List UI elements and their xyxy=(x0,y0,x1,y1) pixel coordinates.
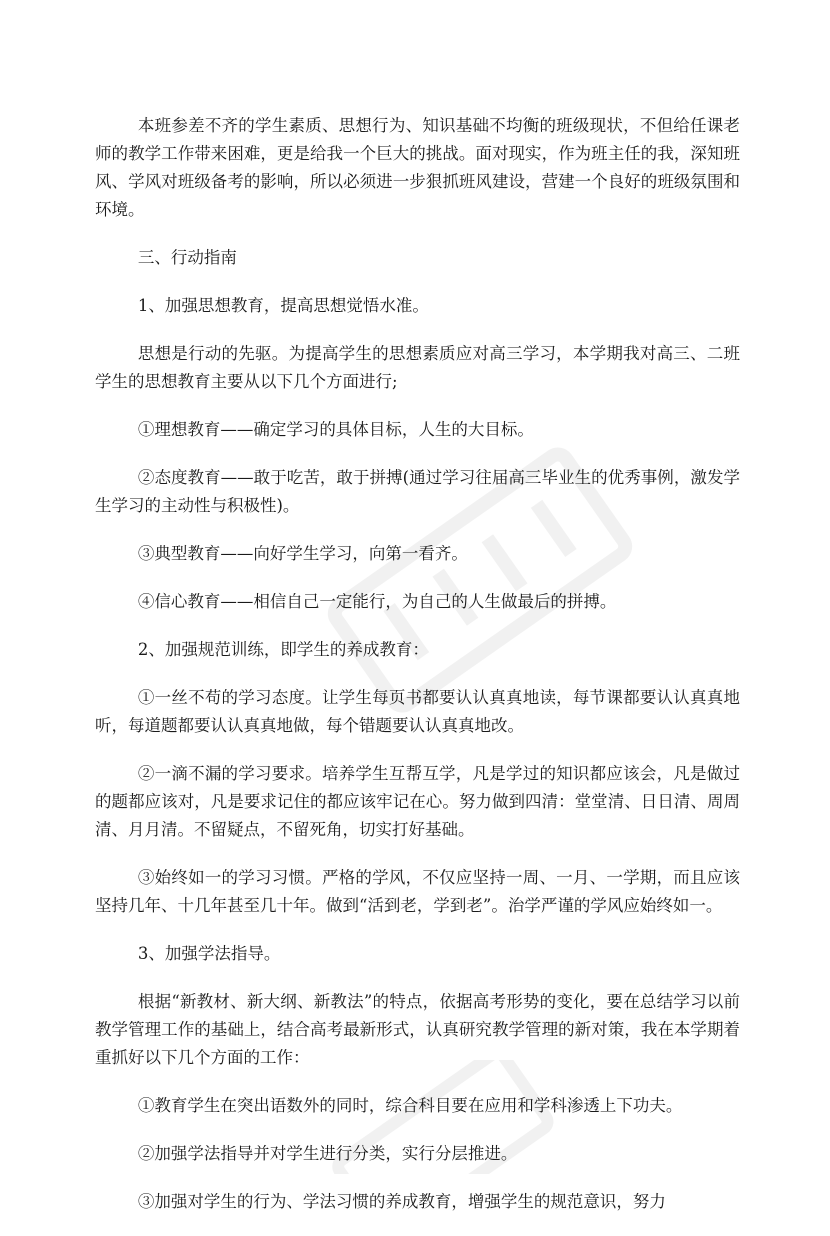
paragraph-method-intro: 根据“新教材、新大纲、新教法”的特点，依据高考形势的变化，要在总结学习以前教学管理工作的基础上，结合高考最新形式，认真研究教学管理的新对策，我在本学期着重抓好以下几个方面的工作： xyxy=(95,992,740,1067)
section-heading-action-guide: 三、行动指南 xyxy=(137,248,237,267)
paragraph-ideology-intro: 思想是行动的先驱。为提高学生的思想素质应对高三学习，本学期我对高三、二班学生的思想教育主要从以下几个方面进行; xyxy=(95,344,740,391)
list-item-habit-formation: ③加强对学生的行为、学法习惯的养成教育，增强学生的规范意识，努力 xyxy=(137,1192,666,1211)
list-item-study-requirements: ②一滴不漏的学习要求。培养学生互帮互学，凡是学过的知识都应该会，凡是做过的题都应该对，凡是要求记住的都应该牢记在心。努力做到四清：堂堂清、日日清、周周清、月月清。不留疑点，不留死角，切实打好基础。 xyxy=(95,764,740,839)
paragraph-class-status: 本班参差不齐的学生素质、思想行为、知识基础不均衡的班级现状，不但给任课老师的教学工作带来困难，更是给我一个巨大的挑战。面对现实，作为班主任的我，深知班风、学风对班级备考的影响，所以必须进一步狠抓班风建设，营建一个良好的班级氛围和环境。 xyxy=(95,116,740,219)
subheading-study-method-guidance: 3、加强学法指导。 xyxy=(137,944,281,963)
subheading-norm-training: 2、加强规范训练，即学生的养成教育： xyxy=(137,640,429,659)
list-item-model-education: ③典型教育——向好学生学习，向第一看齐。 xyxy=(137,544,468,563)
list-item-study-attitude: ①一丝不苟的学习态度。让学生每页书都要认认真真地读，每节课都要认认真真地听，每道题都要认认真真地做，每个错题要认认真真地改。 xyxy=(95,688,740,735)
list-item-study-habits: ③始终如一的学习习惯。严格的学风，不仅应坚持一周、一月、一学期，而且应该坚持几年、十几年甚至几十年。做到“活到老，学到老”。治学严谨的学风应始终如一。 xyxy=(95,868,740,915)
subheading-ideological-education: 1、加强思想教育，提高思想觉悟水准。 xyxy=(137,296,429,315)
list-item-ideal-education: ①理想教育——确定学习的具体目标，人生的大目标。 xyxy=(137,420,534,439)
list-item-tiered-progress: ②加强学法指导并对学生进行分类，实行分层推进。 xyxy=(137,1144,518,1163)
list-item-attitude-education: ②态度教育——敢于吃苦，敢于拼搏(通过学习往届高三毕业生的优秀事例，激发学生学习的主动性与积极性)。 xyxy=(95,468,740,515)
list-item-core-subjects: ①教育学生在突出语数外的同时，综合科目要在应用和学科渗透上下功夫。 xyxy=(137,1096,683,1115)
document-body xyxy=(95,112,740,1236)
list-item-confidence-education: ④信心教育——相信自己一定能行，为自己的人生做最后的拼搏。 xyxy=(137,592,617,611)
